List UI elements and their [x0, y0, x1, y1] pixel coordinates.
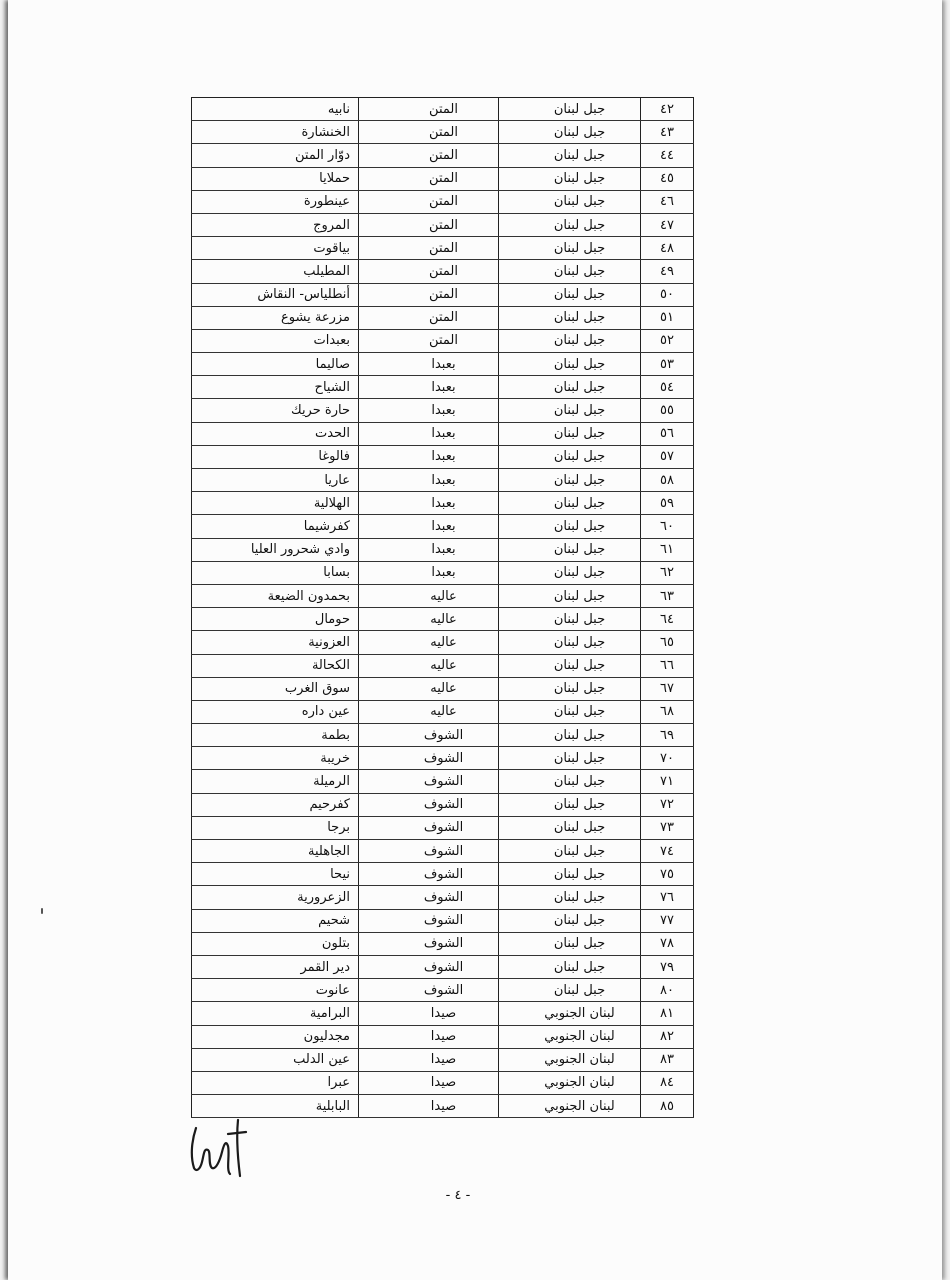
table-row	[191, 260, 694, 283]
governorate-cell: جبل لبنان	[498, 330, 640, 352]
row-number: ٤٩	[640, 260, 694, 282]
governorate-cell: جبل لبنان	[498, 376, 640, 398]
district-cell: بعبدا	[358, 515, 498, 537]
table-row	[191, 1026, 694, 1049]
district-cell: الشوف	[358, 979, 498, 1001]
district-cell: المتن	[358, 237, 498, 259]
governorate-cell: جبل لبنان	[498, 562, 640, 584]
governorate-cell: جبل لبنان	[498, 492, 640, 514]
row-number: ٦٥	[640, 631, 694, 653]
village-cell: عين الدلب	[191, 1049, 358, 1071]
village-cell: العزونية	[191, 631, 358, 653]
village-cell: عينطورة	[191, 191, 358, 213]
governorate-cell: جبل لبنان	[498, 840, 640, 862]
table-row	[191, 539, 694, 562]
row-number: ٨٠	[640, 979, 694, 1001]
table-row	[191, 863, 694, 886]
table-row	[191, 515, 694, 538]
district-cell: المتن	[358, 307, 498, 329]
row-number: ٧٩	[640, 956, 694, 978]
village-cell: نابيه	[191, 98, 358, 120]
row-number: ٦٦	[640, 655, 694, 677]
row-number: ٦٧	[640, 678, 694, 700]
village-cell: نيحا	[191, 863, 358, 885]
villages-table	[191, 97, 694, 1118]
district-cell: صيدا	[358, 1095, 498, 1117]
governorate-cell: جبل لبنان	[498, 933, 640, 955]
village-cell: بتلون	[191, 933, 358, 955]
table-row	[191, 1072, 694, 1095]
table-row	[191, 1002, 694, 1025]
row-number: ٤٣	[640, 121, 694, 143]
table-row	[191, 98, 694, 121]
district-cell: بعبدا	[358, 469, 498, 491]
governorate-cell: جبل لبنان	[498, 724, 640, 746]
row-number: ٨٥	[640, 1095, 694, 1117]
governorate-cell: لبنان الجنوبي	[498, 1095, 640, 1117]
governorate-cell: جبل لبنان	[498, 399, 640, 421]
table-row	[191, 886, 694, 909]
row-number: ٨٢	[640, 1026, 694, 1048]
governorate-cell: لبنان الجنوبي	[498, 1049, 640, 1071]
governorate-cell: جبل لبنان	[498, 98, 640, 120]
district-cell: بعبدا	[358, 399, 498, 421]
table-row	[191, 585, 694, 608]
governorate-cell: جبل لبنان	[498, 886, 640, 908]
governorate-cell: جبل لبنان	[498, 655, 640, 677]
governorate-cell: جبل لبنان	[498, 144, 640, 166]
district-cell: بعبدا	[358, 376, 498, 398]
district-cell: عاليه	[358, 585, 498, 607]
village-cell: دوّار المتن	[191, 144, 358, 166]
governorate-cell: جبل لبنان	[498, 307, 640, 329]
village-cell: كفرشيما	[191, 515, 358, 537]
table-row	[191, 631, 694, 654]
village-cell: حملايا	[191, 168, 358, 190]
table-row	[191, 701, 694, 724]
district-cell: بعبدا	[358, 539, 498, 561]
district-cell: عاليه	[358, 608, 498, 630]
governorate-cell: جبل لبنان	[498, 747, 640, 769]
governorate-cell: جبل لبنان	[498, 446, 640, 468]
table-row	[191, 1095, 694, 1118]
district-cell: الشوف	[358, 910, 498, 932]
table-row	[191, 747, 694, 770]
district-cell: المتن	[358, 98, 498, 120]
row-number: ٨٣	[640, 1049, 694, 1071]
row-number: ٤٤	[640, 144, 694, 166]
district-cell: بعبدا	[358, 353, 498, 375]
district-cell: بعبدا	[358, 492, 498, 514]
governorate-cell: جبل لبنان	[498, 284, 640, 306]
village-cell: الجاهلية	[191, 840, 358, 862]
governorate-cell: لبنان الجنوبي	[498, 1026, 640, 1048]
village-cell: بطمة	[191, 724, 358, 746]
district-cell: المتن	[358, 214, 498, 236]
table-row	[191, 121, 694, 144]
table-row	[191, 817, 694, 840]
row-number: ٧٢	[640, 794, 694, 816]
row-number: ٥١	[640, 307, 694, 329]
village-cell: بياقوت	[191, 237, 358, 259]
row-number: ٦٢	[640, 562, 694, 584]
governorate-cell: جبل لبنان	[498, 608, 640, 630]
governorate-cell: جبل لبنان	[498, 910, 640, 932]
table-row	[191, 1049, 694, 1072]
table-row	[191, 608, 694, 631]
table-row	[191, 168, 694, 191]
governorate-cell: جبل لبنان	[498, 794, 640, 816]
village-cell: الشياح	[191, 376, 358, 398]
village-cell: عبرا	[191, 1072, 358, 1094]
village-cell: عانوت	[191, 979, 358, 1001]
village-cell: الكحالة	[191, 655, 358, 677]
table-row	[191, 979, 694, 1002]
row-number: ٧٠	[640, 747, 694, 769]
village-cell: بحمدون الضيعة	[191, 585, 358, 607]
governorate-cell: جبل لبنان	[498, 423, 640, 445]
table-row	[191, 678, 694, 701]
village-cell: وادي شحرور العليا	[191, 539, 358, 561]
row-number: ٦٤	[640, 608, 694, 630]
table-row	[191, 399, 694, 422]
governorate-cell: جبل لبنان	[498, 260, 640, 282]
village-cell: سوق الغرب	[191, 678, 358, 700]
village-cell: صاليما	[191, 353, 358, 375]
district-cell: صيدا	[358, 1026, 498, 1048]
district-cell: الشوف	[358, 886, 498, 908]
governorate-cell: لبنان الجنوبي	[498, 1002, 640, 1024]
village-cell: الخنشارة	[191, 121, 358, 143]
row-number: ٤٥	[640, 168, 694, 190]
table-row	[191, 492, 694, 515]
village-cell: فالوغا	[191, 446, 358, 468]
governorate-cell: جبل لبنان	[498, 515, 640, 537]
table-row	[191, 237, 694, 260]
table-row	[191, 469, 694, 492]
table-row	[191, 655, 694, 678]
village-cell: الحدت	[191, 423, 358, 445]
village-cell: المروج	[191, 214, 358, 236]
table-row	[191, 840, 694, 863]
village-cell: خريبة	[191, 747, 358, 769]
table-row	[191, 446, 694, 469]
district-cell: عاليه	[358, 631, 498, 653]
row-number: ٥٣	[640, 353, 694, 375]
district-cell: عاليه	[358, 678, 498, 700]
row-number: ٥٧	[640, 446, 694, 468]
district-cell: الشوف	[358, 817, 498, 839]
scan-speck	[41, 908, 43, 914]
district-cell: المتن	[358, 121, 498, 143]
district-cell: بعبدا	[358, 562, 498, 584]
village-cell: الزعرورية	[191, 886, 358, 908]
village-cell: مزرعة يشوع	[191, 307, 358, 329]
district-cell: الشوف	[358, 770, 498, 792]
district-cell: الشوف	[358, 933, 498, 955]
district-cell: المتن	[358, 330, 498, 352]
table-row	[191, 284, 694, 307]
village-cell: برجا	[191, 817, 358, 839]
table-row	[191, 423, 694, 446]
district-cell: الشوف	[358, 794, 498, 816]
handwritten-signature	[178, 1110, 258, 1180]
governorate-cell: جبل لبنان	[498, 214, 640, 236]
village-cell: البرامية	[191, 1002, 358, 1024]
village-cell: حارة حريك	[191, 399, 358, 421]
district-cell: بعبدا	[358, 423, 498, 445]
governorate-cell: جبل لبنان	[498, 168, 640, 190]
governorate-cell: جبل لبنان	[498, 817, 640, 839]
village-cell: دير القمر	[191, 956, 358, 978]
row-number: ٧٤	[640, 840, 694, 862]
row-number: ٥٠	[640, 284, 694, 306]
page-number: - ٤ -	[445, 1188, 471, 1203]
village-cell: الهلالية	[191, 492, 358, 514]
table-row	[191, 330, 694, 353]
governorate-cell: جبل لبنان	[498, 237, 640, 259]
table-row	[191, 956, 694, 979]
row-number: ٦٣	[640, 585, 694, 607]
district-cell: المتن	[358, 191, 498, 213]
table-row	[191, 214, 694, 237]
table-row	[191, 933, 694, 956]
governorate-cell: جبل لبنان	[498, 469, 640, 491]
village-cell: الرميلة	[191, 770, 358, 792]
table-row	[191, 307, 694, 330]
document-page	[8, 0, 942, 1280]
village-cell: حومال	[191, 608, 358, 630]
row-number: ٨٤	[640, 1072, 694, 1094]
row-number: ٧٧	[640, 910, 694, 932]
row-number: ٤٦	[640, 191, 694, 213]
row-number: ٥٥	[640, 399, 694, 421]
district-cell: الشوف	[358, 840, 498, 862]
governorate-cell: جبل لبنان	[498, 631, 640, 653]
row-number: ٥٤	[640, 376, 694, 398]
governorate-cell: لبنان الجنوبي	[498, 1072, 640, 1094]
district-cell: الشوف	[358, 863, 498, 885]
row-number: ٧٥	[640, 863, 694, 885]
row-number: ٧٨	[640, 933, 694, 955]
district-cell: صيدا	[358, 1002, 498, 1024]
table-row	[191, 724, 694, 747]
village-cell: البابلية	[191, 1095, 358, 1117]
table-row	[191, 144, 694, 167]
governorate-cell: جبل لبنان	[498, 956, 640, 978]
row-number: ٤٧	[640, 214, 694, 236]
table-row	[191, 562, 694, 585]
governorate-cell: جبل لبنان	[498, 353, 640, 375]
village-cell: المطيلب	[191, 260, 358, 282]
row-number: ٧٦	[640, 886, 694, 908]
governorate-cell: جبل لبنان	[498, 979, 640, 1001]
village-cell: بعبدات	[191, 330, 358, 352]
village-cell: كفرحيم	[191, 794, 358, 816]
row-number: ٦٠	[640, 515, 694, 537]
table-row	[191, 770, 694, 793]
row-number: ٥٦	[640, 423, 694, 445]
district-cell: صيدا	[358, 1072, 498, 1094]
district-cell: بعبدا	[358, 446, 498, 468]
district-cell: المتن	[358, 260, 498, 282]
village-cell: شحيم	[191, 910, 358, 932]
governorate-cell: جبل لبنان	[498, 678, 640, 700]
table-row	[191, 910, 694, 933]
district-cell: الشوف	[358, 724, 498, 746]
district-cell: المتن	[358, 284, 498, 306]
table-row	[191, 376, 694, 399]
row-number: ٥٢	[640, 330, 694, 352]
table-row	[191, 191, 694, 214]
village-cell: عين داره	[191, 701, 358, 723]
governorate-cell: جبل لبنان	[498, 585, 640, 607]
governorate-cell: جبل لبنان	[498, 701, 640, 723]
governorate-cell: جبل لبنان	[498, 121, 640, 143]
governorate-cell: جبل لبنان	[498, 770, 640, 792]
row-number: ٤٨	[640, 237, 694, 259]
row-number: ٨١	[640, 1002, 694, 1024]
row-number: ٦٩	[640, 724, 694, 746]
district-cell: عاليه	[358, 655, 498, 677]
district-cell: المتن	[358, 168, 498, 190]
village-cell: أنطلياس- النقاش	[191, 284, 358, 306]
district-cell: عاليه	[358, 701, 498, 723]
row-number: ٥٨	[640, 469, 694, 491]
row-number: ٦٨	[640, 701, 694, 723]
governorate-cell: جبل لبنان	[498, 539, 640, 561]
village-cell: مجدليون	[191, 1026, 358, 1048]
district-cell: صيدا	[358, 1049, 498, 1071]
row-number: ٧١	[640, 770, 694, 792]
district-cell: المتن	[358, 144, 498, 166]
row-number: ٦١	[640, 539, 694, 561]
district-cell: الشوف	[358, 956, 498, 978]
village-cell: بسابا	[191, 562, 358, 584]
row-number: ٧٣	[640, 817, 694, 839]
row-number: ٤٢	[640, 98, 694, 120]
district-cell: الشوف	[358, 747, 498, 769]
table-row	[191, 353, 694, 376]
governorate-cell: جبل لبنان	[498, 191, 640, 213]
governorate-cell: جبل لبنان	[498, 863, 640, 885]
table-row	[191, 794, 694, 817]
village-cell: عاريا	[191, 469, 358, 491]
row-number: ٥٩	[640, 492, 694, 514]
